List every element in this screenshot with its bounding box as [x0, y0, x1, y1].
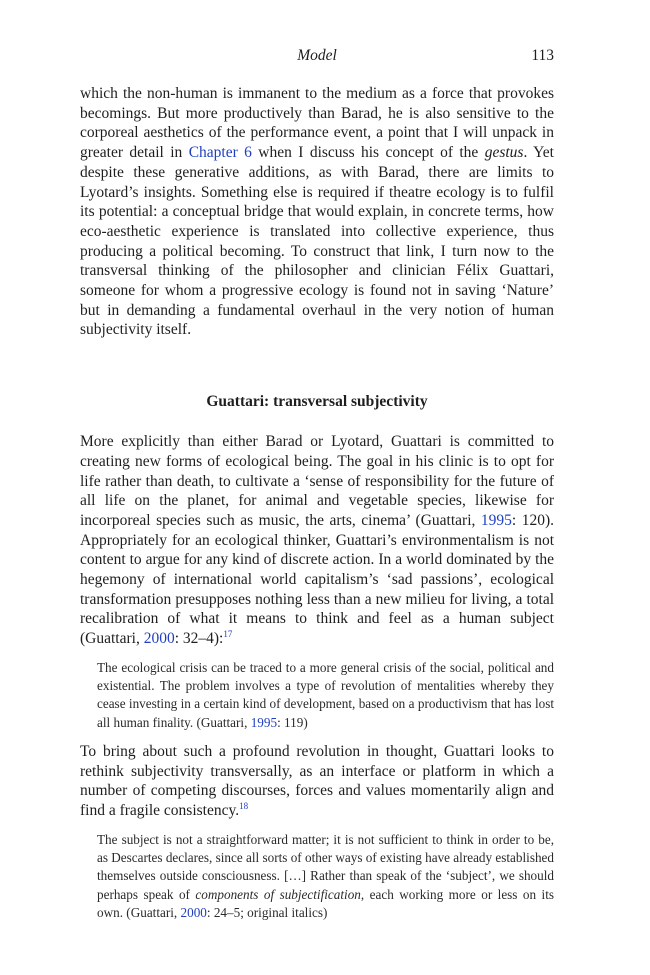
running-head: [80, 47, 554, 67]
paragraph-3: [80, 742, 554, 821]
paragraph-text: . Yet despite these generative additions, as with Barad, there are limits to Lyotard’s insights. Something else is required if theatre ecology is to fulfil its potential: a conceptual bridge that would explain, in concrete terms, how eco-aesthetic experience is translated into collective experience, thus producing a political becoming. To construct that link, I turn now to the transversal thinking of the philosopher and clinician Félix Guattari, someone for whom a progressive ecology is found not in saving ‘Nature’ but in demanding a fundamental overhaul in the very notion of human subjectivity itself.: [80, 144, 554, 339]
quote-text: : 24–5; original italics): [206, 905, 328, 921]
paragraph-text: which the non-human is immanent to the medium as a force that provokes becomings. But more productively than Barad, he is also sensitive to the corporeal aesthetics of the performance event, a point that I will unpack in greater detail in: [80, 85, 554, 162]
quote-text: : 119): [277, 714, 308, 730]
quote-text: The subject is not a straightforward matter; it is not sufficient to think in order to be, as Descartes declares, since all sorts of other ways of existing have already established themselves outside consciousness. […] Rather than speak of the ‘subject’, we should perhaps speak of: [97, 831, 555, 902]
paragraph-text: : 32–4):: [174, 630, 224, 648]
page-number: 113: [531, 47, 554, 64]
paragraph-text: To bring about such a profound revolution in thought, Guattari looks to rethink subjectivity transversally, as an interface or platform in which a number of competing discourses, forces and values momentarily align and find a fragile consistency.: [80, 743, 554, 820]
citation-link-2000[interactable]: 2000: [180, 905, 207, 921]
running-title: Model: [297, 47, 337, 64]
block-quote-1: [97, 659, 554, 732]
emphasized-phrase: components of subjectification: [195, 886, 361, 902]
section-heading: Guattari: transversal subjectivity: [206, 393, 428, 411]
paragraph-2: [80, 432, 554, 649]
paragraph-text: More explicitly than either Barad or Lyotard, Guattari is committed to creating new forms of ecological being. The goal in his clinic is to opt for life rather than death, to cultivate a ‘sense of responsibility for the future of all life on the planet, for animal and vegetable species, likewise for incorporeal species such as music, the arts, cinema’ (Guattari,: [80, 433, 554, 529]
citation-link-1995[interactable]: 1995: [250, 714, 278, 730]
chapter-6-link[interactable]: Chapter 6: [188, 144, 252, 162]
paragraph-text: when I discuss his concept of the: [251, 144, 485, 162]
page-body: [80, 84, 554, 932]
block-quote-2: [97, 831, 554, 922]
gestus-term: gestus: [484, 144, 524, 162]
paragraph-1: [80, 84, 554, 340]
quote-text: The ecological crisis can be traced to a more general crisis of the social, political and existential. The problem involves a type of revolution of mentalities whereby they cease investing in a certain kind of development, based on a productivism that has lost all human finality. (Guattari,: [97, 659, 554, 730]
citation-link-2000[interactable]: 2000: [143, 630, 175, 648]
paragraph-text: : 120). Appropriately for an ecological thinker, Guattari’s environmentalism is not content to argue for any kind of discrete action. In a world dominated by the hegemony of international world capitalism’s ‘sad passions’, ecological transformation presupposes nothing less than a new milieu for living, a total recalibration of what it means to think and feel as a human subject (Guattari,: [80, 511, 554, 648]
footnote-ref-18[interactable]: 18: [239, 801, 249, 812]
citation-link-1995[interactable]: 1995: [480, 511, 512, 529]
footnote-ref-17[interactable]: 17: [223, 629, 233, 640]
quote-text: , each working more or less on its own. (Guattari,: [97, 886, 555, 921]
